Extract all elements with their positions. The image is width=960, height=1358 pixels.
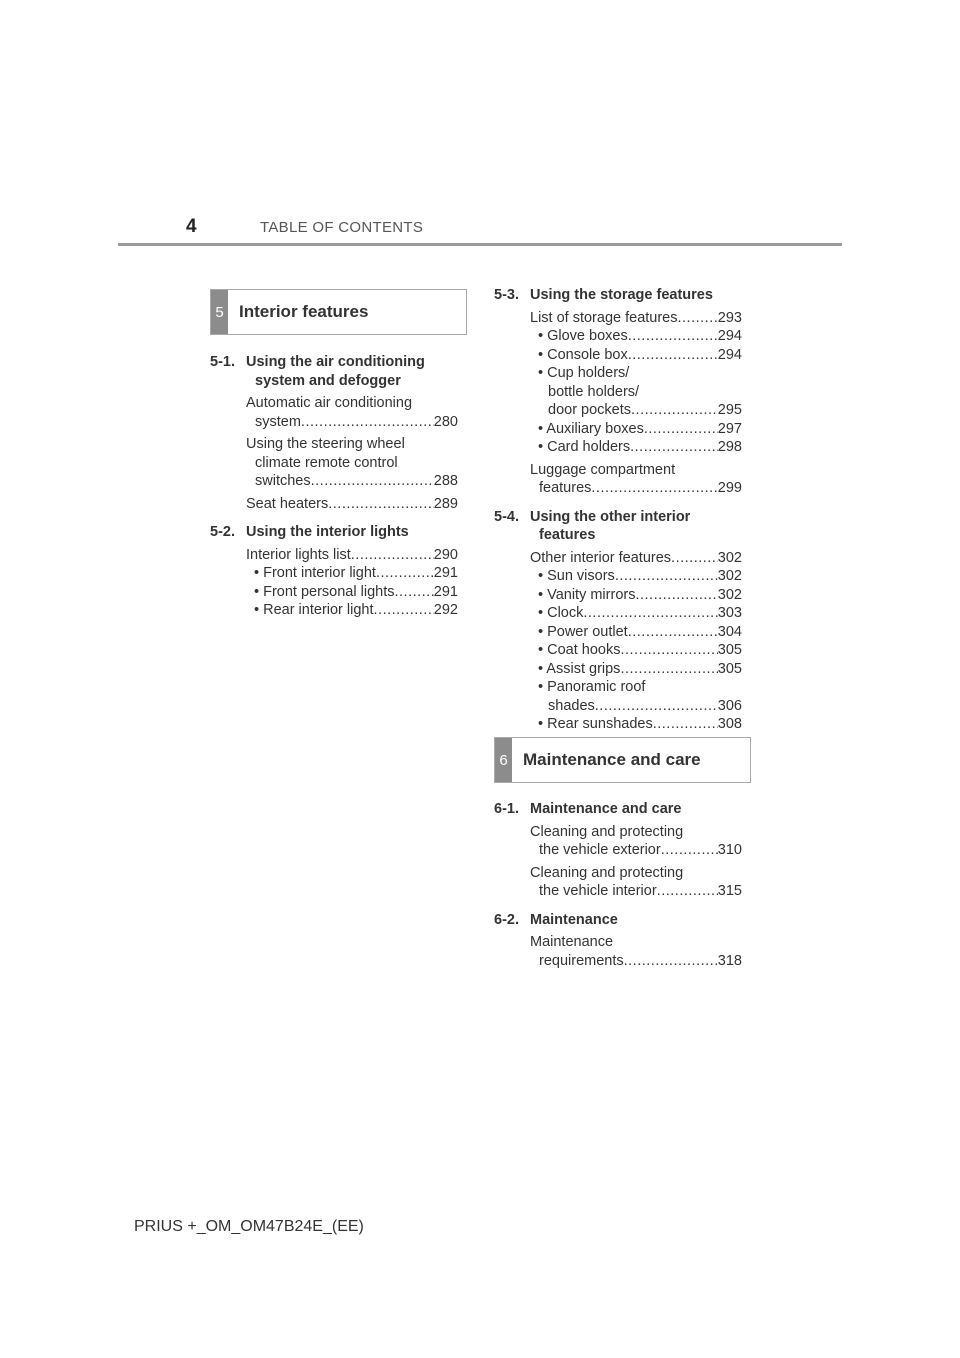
toc-sub-entry[interactable]: • Sun visors ..... 302 bbox=[538, 567, 742, 586]
subsection-heading[interactable]: 6-2. Maintenance bbox=[494, 911, 618, 928]
page-number: 4 bbox=[186, 216, 197, 237]
toc-sub-entry[interactable]: • Cup holders/ bottle holders/ door pockets ..... 295 bbox=[494, 364, 742, 420]
toc-sub-entry[interactable]: • Power outlet ..... 304 bbox=[538, 623, 742, 642]
toc-right-column-lower bbox=[494, 794, 742, 970]
toc-sub-entry[interactable]: • Vanity mirrors ..... 302 bbox=[538, 586, 742, 605]
toc-entry[interactable]: Luggage compartment features ..... 299 bbox=[530, 461, 742, 498]
toc-sub-entry[interactable]: • Console box ..... 294 bbox=[538, 346, 742, 365]
toc-entry[interactable]: Cleaning and protecting the vehicle interior ..... 315 bbox=[530, 864, 742, 901]
toc-entry[interactable]: Interior lights list ..... 290 bbox=[246, 546, 458, 565]
toc-sub-entry[interactable]: • Panoramic roof shades ..... 306 bbox=[494, 678, 742, 715]
subsection-heading[interactable]: 5-3. Using the storage features bbox=[494, 287, 713, 303]
section-title: Maintenance and care bbox=[523, 750, 701, 769]
subsection-heading[interactable]: 5-2. Using the interior lights bbox=[210, 524, 409, 540]
toc-entry[interactable]: Automatic air conditioning system ..... 280 bbox=[246, 394, 458, 431]
page-header bbox=[0, 0, 960, 250]
toc-sub-entry[interactable]: • Card holders ..... 298 bbox=[538, 438, 742, 457]
toc-entry[interactable]: Using the steering wheel climate remote control switches ..... 288 bbox=[246, 435, 458, 491]
toc-sub-entry[interactable]: • Rear sunshades ..... 308 bbox=[538, 715, 742, 734]
toc-sub-entry[interactable]: • Auxiliary boxes ..... 297 bbox=[538, 420, 742, 439]
subsection-heading[interactable]: 5-4. Using the other interior features bbox=[494, 508, 691, 543]
toc-sub-entry[interactable]: • Clock ..... 303 bbox=[538, 604, 742, 623]
section-6-heading bbox=[494, 737, 751, 783]
section-number: 5 bbox=[211, 290, 228, 334]
toc-sub-entry[interactable]: • Assist grips ..... 305 bbox=[538, 660, 742, 679]
document-code: PRIUS +_OM_OM47B24E_(EE) bbox=[134, 1218, 364, 1235]
section-title: Interior features bbox=[239, 302, 369, 321]
toc-entry[interactable]: Seat heaters ..... 289 bbox=[246, 495, 458, 514]
toc-entry[interactable]: List of storage features ..... 293 bbox=[530, 309, 742, 328]
toc-left-column bbox=[210, 347, 458, 620]
section-5-heading bbox=[210, 289, 467, 335]
subsection-heading[interactable]: 6-1. Maintenance and care bbox=[494, 801, 682, 817]
header-rule bbox=[118, 243, 842, 246]
toc-sub-entry[interactable]: • Rear interior light ..... 292 bbox=[254, 601, 458, 620]
toc-sub-entry[interactable]: • Coat hooks ..... 305 bbox=[538, 641, 742, 660]
section-number: 6 bbox=[495, 738, 512, 782]
toc-entry[interactable]: Other interior features ..... 302 bbox=[530, 549, 742, 568]
toc-right-column bbox=[494, 280, 742, 734]
subsection-heading[interactable]: 5-1. Using the air conditioning system and defogger bbox=[210, 354, 425, 389]
toc-sub-entry[interactable]: • Front personal lights ..... 291 bbox=[254, 583, 458, 602]
toc-entry[interactable]: Cleaning and protecting the vehicle exterior ..... 310 bbox=[530, 823, 742, 860]
toc-sub-entry[interactable]: • Front interior light ..... 291 bbox=[254, 564, 458, 583]
toc-entry[interactable]: Maintenance requirements ..... 318 bbox=[530, 933, 742, 970]
toc-sub-entry[interactable]: • Glove boxes ..... 294 bbox=[538, 327, 742, 346]
header-title: TABLE OF CONTENTS bbox=[260, 219, 424, 236]
